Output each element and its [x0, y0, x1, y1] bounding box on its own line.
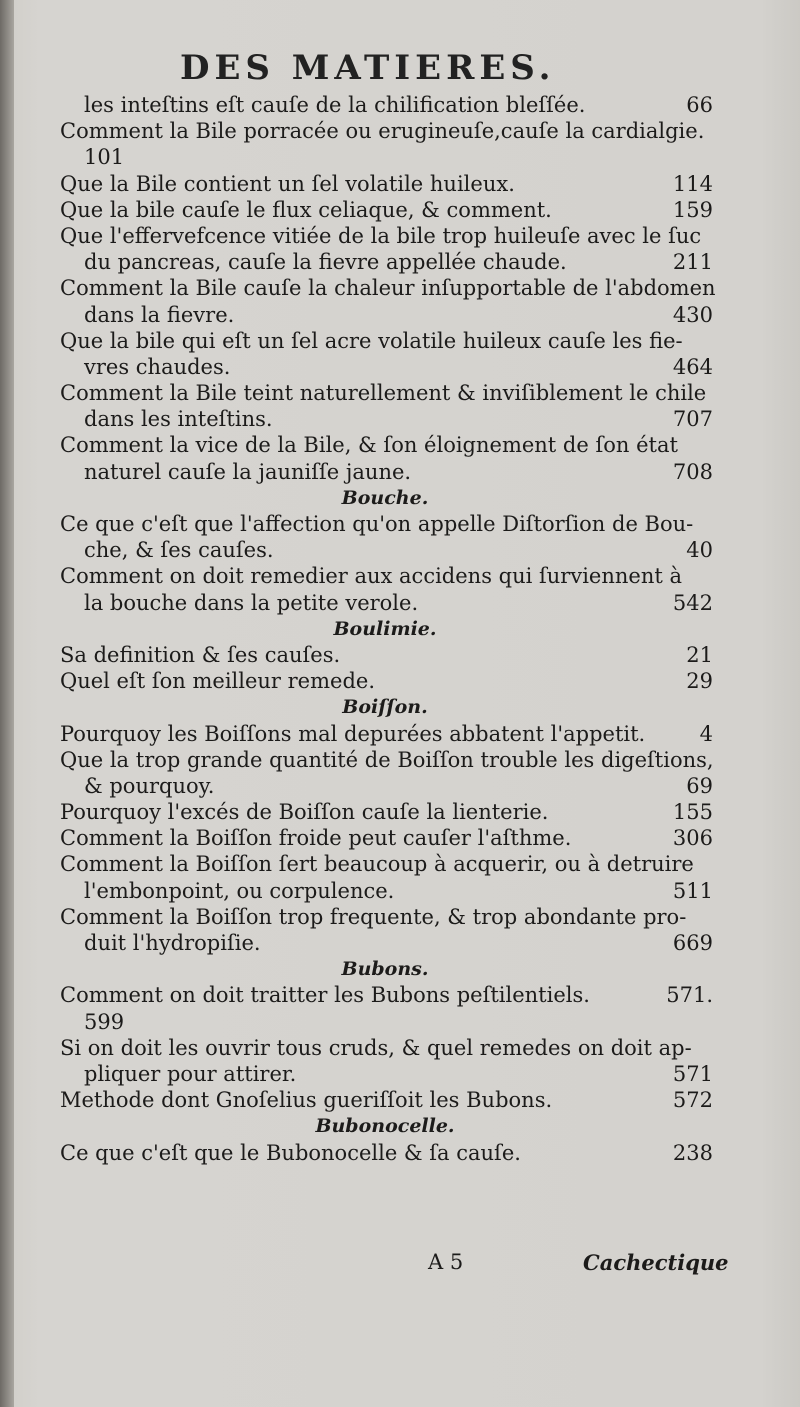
index-line	[60, 511, 710, 537]
index-line	[60, 563, 710, 589]
index-line	[60, 773, 713, 799]
index-line	[60, 537, 713, 563]
index-line	[60, 328, 710, 354]
entry-text: 101	[84, 145, 125, 170]
index-line	[60, 380, 710, 406]
entry-text: du pancreas, cauſe la fievre appellée chaude.	[84, 250, 567, 275]
book-spine	[0, 0, 14, 1407]
page-number: 114	[672, 171, 713, 196]
entry-text: Comment la Boiſſon froide peut cauſer l'aſthme.	[60, 826, 572, 851]
index-line	[60, 275, 716, 301]
page-number: 159	[672, 197, 713, 222]
page-number: 21	[686, 642, 713, 667]
entry-text: Que l'effervefcence vitiée de la bile trop huileuſe avec le ſuc	[60, 223, 702, 248]
index-line	[60, 825, 713, 851]
index-line	[60, 249, 713, 275]
entry-text: Comment la Bile teint naturellement & inviſiblement le chile	[60, 381, 707, 406]
page-number: 707	[672, 407, 713, 432]
index-line	[60, 851, 710, 877]
page-number: 306	[672, 826, 713, 851]
page-header: DES MATIERES.	[180, 48, 556, 88]
page-number: 211	[672, 250, 713, 275]
entry-text: Comment la Boiſſon trop frequente, & trop abondante pro-	[60, 904, 687, 929]
entry-text: Quel eſt ſon meilleur remede.	[60, 669, 375, 694]
index-line	[60, 747, 714, 773]
catchword: Cachectique	[583, 1250, 729, 1275]
index-line	[60, 930, 713, 956]
page-number: 708	[672, 459, 713, 484]
page-number: 572	[672, 1088, 713, 1113]
page-number: 571	[672, 1061, 713, 1086]
index-line	[60, 904, 710, 930]
index-line	[60, 1140, 713, 1166]
entry-text: l'embonpoint, ou corpulence.	[84, 878, 395, 903]
entry-text: Que la bile qui eſt un ſel acre volatile huileux cauſe les fie-	[60, 328, 683, 353]
index-entries	[60, 92, 716, 1166]
entry-text: les inteſtins eſt cauſe de la chilification bleſſée.	[84, 93, 586, 117]
entry-text: Comment on doit remedier aux accidens qui ſurviennent à	[60, 564, 682, 589]
page-number: 69	[686, 773, 713, 798]
entry-text: Si on doit les ouvrir tous cruds, & quel remedes on doit ap-	[60, 1035, 692, 1060]
page-footer	[0, 1250, 800, 1280]
index-line	[60, 668, 713, 694]
index-line	[60, 171, 713, 197]
entry-text: Comment la vice de la Bile, & ſon éloignement de ſon état	[60, 433, 678, 458]
entry-text: Que la trop grande quantité de Boiſſon trouble les digeſtions,	[60, 747, 714, 772]
entry-text: Pourquoy les Boiſſons mal depurées abbatent l'appetit.	[60, 721, 646, 746]
entry-text: pliquer pour attirer.	[84, 1061, 297, 1086]
index-line	[60, 878, 713, 904]
entry-text: Ce que c'eſt que le Bubonocelle & ſa cauſe.	[60, 1140, 521, 1165]
index-line	[60, 1009, 710, 1035]
page-number: 4	[699, 721, 713, 746]
index-line	[60, 590, 713, 616]
page-number: 464	[672, 354, 713, 379]
entry-text: Ce que c'eſt que l'affection qu'on appelle Diſtorſion de Bou-	[60, 512, 694, 536]
page-number: 238	[672, 1140, 713, 1165]
index-line	[60, 118, 710, 144]
index-line	[60, 1035, 710, 1061]
entry-text: Que la bile cauſe le flux celiaque, & comment.	[60, 197, 552, 222]
entry-text: Comment la Bile cauſe la chaleur inſupportable de l'abdomen	[60, 276, 716, 301]
index-line	[60, 302, 713, 328]
entry-text: che, & ſes cauſes.	[84, 538, 274, 563]
entry-text: dans la fievre.	[84, 302, 235, 327]
page-number: 155	[672, 800, 713, 825]
index-line	[60, 799, 713, 825]
index-line	[60, 459, 713, 485]
section-heading: Bouche.	[341, 486, 429, 509]
page-number: 430	[672, 302, 713, 327]
entry-text: la bouche dans la petite verole.	[84, 590, 419, 615]
index-line	[60, 432, 710, 458]
entry-text: Comment la Boiſſon ſert beaucoup à acquerir, ou à detruire	[60, 852, 694, 877]
index-line	[60, 92, 713, 118]
page-number: 669	[672, 931, 713, 955]
page-number: 511	[672, 878, 713, 903]
entry-text: Comment la Bile porracée ou erugineuſe,cauſe la cardialgie.	[60, 119, 705, 144]
entry-text: duit l'hydropiſie.	[84, 931, 261, 955]
index-line	[60, 982, 713, 1008]
page-number: 542	[672, 590, 713, 615]
index-line	[60, 1087, 713, 1113]
entry-text: dans les inteſtins.	[84, 407, 273, 432]
index-line	[60, 354, 713, 380]
section-heading: Bubonocelle.	[315, 1115, 455, 1138]
index-line	[60, 406, 713, 432]
page-number: 29	[686, 669, 713, 694]
entry-text: Methode dont Gnoſelius gueriſſoit les Bubons.	[60, 1088, 553, 1113]
entry-text: naturel cauſe la jauniſſe jaune.	[84, 459, 412, 484]
entry-text: Sa definition & ſes cauſes.	[60, 642, 341, 667]
section-heading: Boiſſon.	[342, 696, 428, 719]
index-line	[60, 223, 710, 249]
section-heading: Boulimie.	[333, 617, 437, 640]
entry-text: Pourquoy l'excés de Boiſſon cauſe la lienterie.	[60, 800, 549, 825]
entry-text: Que la Bile contient un ſel volatile huileux.	[60, 171, 515, 196]
entry-text: 599	[84, 1009, 125, 1034]
section-heading: Bubons.	[341, 958, 429, 981]
index-line	[60, 144, 710, 170]
index-line	[60, 642, 713, 668]
index-line	[60, 197, 713, 223]
entry-text: vres chaudes.	[84, 354, 231, 379]
page-number: 66	[686, 93, 713, 117]
index-line	[60, 1061, 713, 1087]
entry-text: & pourquoy.	[84, 773, 215, 798]
signature-mark: A 5	[428, 1250, 464, 1274]
page-number: 571.	[666, 983, 713, 1008]
index-line	[60, 721, 713, 747]
entry-text: Comment on doit traitter les Bubons peſtilentiels.	[60, 983, 590, 1008]
page-number: 40	[686, 538, 713, 563]
